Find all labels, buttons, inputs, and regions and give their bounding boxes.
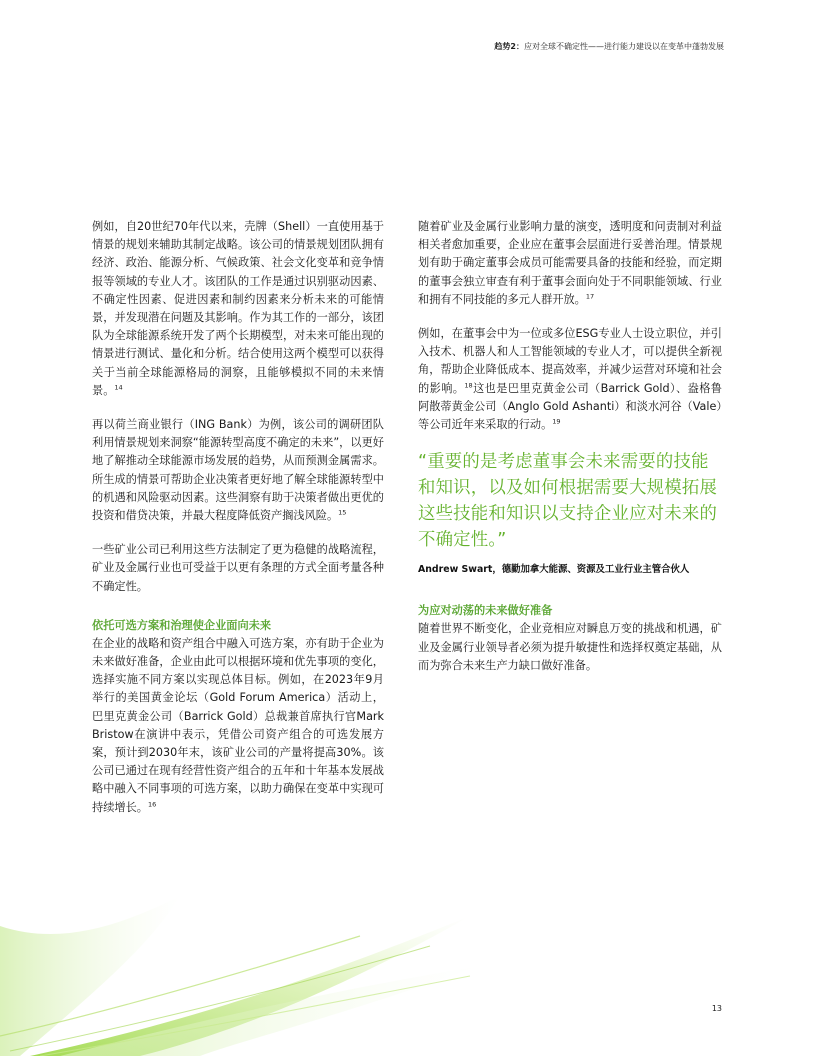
green-swoosh-decoration bbox=[0, 886, 480, 1056]
board-paragraph bbox=[418, 325, 722, 434]
footnote-ref-16: 16 bbox=[147, 799, 157, 808]
barrick-paragraph-text: 在企业的战略和资产组合中融入可选方案，亦有助于企业为未来做好准备，企业由此可以根据环境和优先事项的变化，选择实施不同方案以实现总体目标。例如，在2023年9月举行的美国黄金论坛（Gold Forum America）活动上，巴里克黄金公司（Barrick Gold）总裁兼首席执行官Mark Bristow在演讲中表示，凭借公司资产组合的可选发展方案，预计到2030年末，该矿业公司的产量将提高30%。该公司已通过在现有经营性资产组合的五年和十年基本发展战略中融入不同事项的可选方案，以助力确保在变革中实现可持续增长。 bbox=[92, 636, 384, 814]
governance-paragraph bbox=[418, 218, 722, 309]
quote-attribution: Andrew Swart，德勤加拿大能源、资源及工业行业主管合伙人 bbox=[418, 564, 690, 576]
header-trend-label: 趋势2： bbox=[494, 42, 524, 51]
shell-paragraph-text: 例如，自20世纪70年代以来，壳牌（Shell）一直使用基于情景的规划来辅助其制定战略。该公司的情景规划团队拥有经济、政治、能源分析、气候政策、社会文化变革和竞争情报等领域的专业人才。该团队的工作是通过识别驱动因素、不确定性因素、促进因素和制约因素来分析未来的可能情景，并发现潜在问题及其影响。作为其工作的一部分，该团队为全球能源系统开发了两个长期模型，对未来可能出现的情景进行测试、量化和分析。结合使用这两个模型可以获得关于当前全球能源格局的洞察，且能够模拟不同的未来情景。 bbox=[92, 220, 384, 397]
footnote-ref-18: 18 bbox=[464, 380, 473, 389]
footnote-ref-15: 15 bbox=[338, 508, 347, 517]
ing-paragraph-text: 再以荷兰商业银行（ING Bank）为例，该公司的调研团队利用情景规划来洞察“能源转型高度不确定的未来”，以更好地了解推动全球能源市场发展的趋势，从而预测金属需求。所生成的情景可帮助企业决策者更好地了解全球能源转型中的机遇和风险驱动因素。这些洞察有助于决策者做出更优的投资和借贷决策，并最大程度降低资产搁浅风险。 bbox=[92, 418, 384, 523]
pull-quote: “重要的是考虑董事会未来需要的技能和知识，以及如何根据需要大规模拓展这些技能和知识以支持企业应对未来的不确定性。” bbox=[418, 452, 718, 550]
left-column bbox=[92, 218, 384, 833]
page-number: 13 bbox=[711, 1004, 722, 1013]
footnote-ref-14: 14 bbox=[114, 383, 123, 392]
header-title: 应对全球不确定性——进行能力建设以在变革中蓬勃发展 bbox=[524, 42, 724, 51]
ing-paragraph bbox=[92, 416, 384, 525]
future-paragraph: 随着世界不断变化，企业竞相应对瞬息万变的挑战和机遇，矿业及金属行业领导者必须为提升敏捷性和选择权奠定基础，从而为弥合未来生产力缺口做好准备。 bbox=[418, 622, 722, 672]
board-paragraph-text-b: 这也是巴里克黄金公司（Barrick Gold）、盎格鲁阿散蒂黄金公司（Anglo Gold Ashanti）和淡水河谷（Vale）等公司近年来采取的行动。 bbox=[418, 381, 722, 432]
right-column bbox=[418, 218, 722, 691]
section-heading-future: 为应对动荡的未来做好准备 bbox=[418, 604, 553, 618]
barrick-paragraph bbox=[92, 635, 384, 817]
running-header bbox=[494, 41, 724, 52]
footnote-ref-17: 17 bbox=[585, 292, 595, 301]
section-heading-options: 依托可选方案和治理使企业面向未来 bbox=[92, 618, 272, 632]
board-paragraph-text-a: 例如，在董事会中为一位或多位ESG专业人士设立职位，并引入技术、机器人和人工智能领域的专业人才，可以提供全新视角，帮助企业降低成本、提高效率，并减少运营对环境和社会的影响。 bbox=[418, 327, 722, 395]
footnote-ref-19: 19 bbox=[552, 417, 561, 426]
mining-paragraph: 一些矿业公司已利用这些方法制定了更为稳健的战略流程，矿业及金属行业也可受益于以更有条理的方式全面考量各种不确定性。 bbox=[92, 543, 384, 593]
governance-paragraph-text: 随着矿业及金属行业影响力量的演变，透明度和问责制对利益相关者愈加重要，企业应在董事会层面进行妥善治理。情景规划有助于确定董事会成员可能需要具备的技能和经验，而定期的董事会独立审查有利于董事会面向处于不同职能领域、行业和拥有不同技能的多元人群开放。 bbox=[418, 220, 722, 306]
shell-paragraph bbox=[92, 218, 384, 400]
